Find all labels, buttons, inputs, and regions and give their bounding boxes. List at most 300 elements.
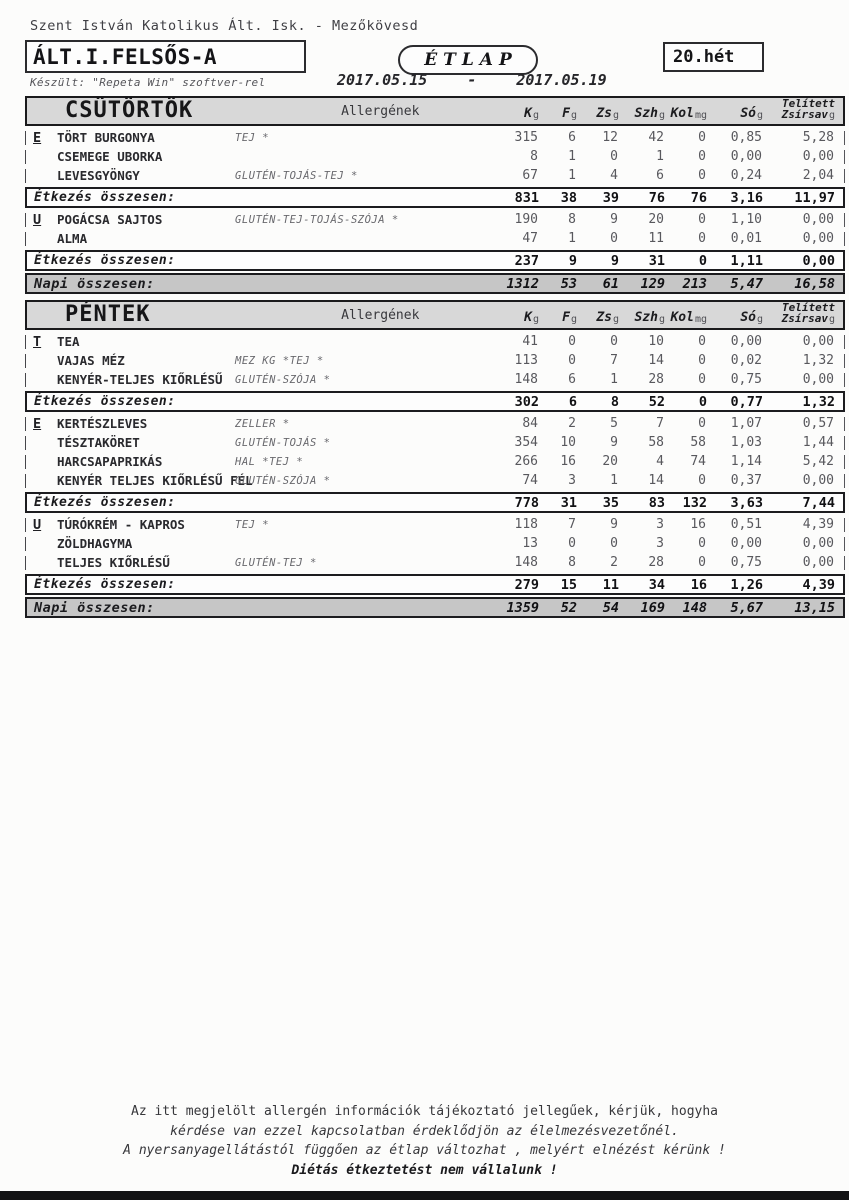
menu-item-row	[25, 351, 845, 370]
nutrient-value: 0,00	[802, 555, 834, 570]
nutrient-column-headers	[473, 302, 843, 328]
item-values	[472, 473, 842, 488]
nutrient-column-headers	[473, 98, 843, 124]
nutrient-value: 1,32	[802, 353, 834, 368]
item-values	[472, 517, 842, 532]
meal-total-row	[25, 391, 845, 412]
row-left-tick	[25, 455, 26, 469]
nutrient-value: 20	[648, 212, 664, 227]
row-right-tick	[844, 169, 845, 183]
nutrient-value: 148	[682, 599, 707, 616]
nutrient-value: 74	[690, 454, 706, 469]
day-section	[25, 300, 845, 618]
menu-item-row	[25, 471, 845, 490]
nutrient-value: 3	[568, 473, 576, 488]
nutrient-value: 1,10	[730, 212, 762, 227]
nutrient-value: 0,85	[730, 130, 762, 145]
nutrient-value: 13	[522, 536, 538, 551]
nutrient-value: 1	[568, 168, 576, 183]
nutrient-value: 354	[514, 435, 538, 450]
item-values	[472, 149, 842, 164]
item-allergens: GLUTÉN-TEJ-TOJÁS-SZÓJA *	[235, 213, 399, 226]
nutrient-value: 9	[610, 252, 619, 269]
nutrient-value: 237	[514, 252, 539, 269]
row-right-tick	[844, 455, 845, 469]
row-right-tick	[844, 232, 845, 246]
nutrient-value: 8	[568, 555, 576, 570]
nutrient-value: 5,28	[802, 130, 834, 145]
row-left-tick	[25, 150, 26, 164]
nutrient-value: 0	[568, 536, 576, 551]
nutrient-value: 74	[522, 473, 538, 488]
scan-edge-bar	[0, 1191, 849, 1200]
nutrient-value: 302	[514, 393, 539, 410]
menu-table	[25, 96, 845, 624]
nutrient-value: 0	[698, 555, 706, 570]
nutrient-value: 1	[568, 149, 576, 164]
nutrient-value: 0	[698, 473, 706, 488]
nutrient-value: 47	[522, 231, 538, 246]
nutrient-value: 8	[568, 212, 576, 227]
nutrient-value: 11	[602, 576, 619, 593]
nutrient-value: 0	[698, 212, 706, 227]
nutrient-value: 0	[568, 334, 576, 349]
nutrient-value: 20	[602, 454, 618, 469]
nutrient-value: 7	[610, 353, 618, 368]
nutrient-value: 39	[602, 189, 619, 206]
nutrient-value: 52	[560, 599, 577, 616]
meal-total-label: Étkezés összesen:	[34, 577, 176, 592]
item-allergens: GLUTÉN-TOJÁS *	[235, 436, 331, 449]
row-left-tick	[25, 436, 26, 450]
day-header	[25, 300, 845, 330]
item-name: TELJES KIŐRLÉSŰ	[57, 555, 170, 570]
nutrient-value: 1	[568, 231, 576, 246]
menu-item-row	[25, 414, 845, 433]
meal-code: E	[33, 129, 42, 146]
nutrient-value: 0,00	[802, 252, 835, 269]
nutrient-value: 11,97	[794, 189, 835, 206]
nutrient-value: 34	[648, 576, 665, 593]
meal-total-values	[473, 253, 843, 269]
nutrient-value: 83	[648, 494, 665, 511]
item-values	[472, 168, 842, 183]
meal-total-values	[473, 577, 843, 593]
nutrient-value: 31	[648, 252, 665, 269]
item-allergens: GLUTÉN-TOJÁS-TEJ *	[235, 169, 358, 182]
nutrient-value: 5	[610, 416, 618, 431]
row-left-tick	[25, 232, 26, 246]
row-right-tick	[844, 335, 845, 349]
row-right-tick	[844, 556, 845, 570]
nutrient-value: 0,75	[730, 372, 762, 387]
row-left-tick	[25, 169, 26, 183]
nutrient-value: 0	[698, 149, 706, 164]
nutrient-value: 14	[648, 353, 664, 368]
item-values	[472, 212, 842, 227]
footer-line-2: kérdése van ezzel kapcsolatban érdeklődjön az élelmezésvezetőnél.	[170, 1123, 679, 1139]
item-name: KENYÉR TELJES KIŐRLÉSŰ FÉL	[57, 473, 253, 488]
day-header	[25, 96, 845, 126]
item-values	[472, 231, 842, 246]
nutrient-value: 0	[698, 393, 707, 410]
menu-item-row	[25, 210, 845, 229]
nutrient-value: 1,14	[730, 454, 762, 469]
item-name: POGÁCSA SAJTOS	[57, 212, 163, 227]
nutrient-value: 0,00	[802, 536, 834, 551]
nutrient-value: 266	[514, 454, 538, 469]
nutrient-value: 38	[560, 189, 577, 206]
nutrient-value: 1312	[506, 275, 539, 292]
item-name: ALMA	[57, 231, 88, 246]
nutrient-value: 4	[656, 454, 664, 469]
meal-total-row	[25, 187, 845, 208]
day-total-row	[25, 273, 845, 294]
nutrient-value: 0	[610, 536, 618, 551]
nutrient-value: 35	[602, 494, 619, 511]
row-right-tick	[844, 537, 845, 551]
nutrient-value: 1,03	[730, 435, 762, 450]
nutrient-value: 11	[648, 231, 664, 246]
menu-item-row	[25, 433, 845, 452]
nutrient-column-header: Kol mg	[670, 106, 707, 121]
nutrient-value: 2	[610, 555, 618, 570]
meal-total-row	[25, 492, 845, 513]
nutrient-value: 129	[640, 275, 665, 292]
meal-total-label: Étkezés összesen:	[34, 394, 176, 409]
date-to: 2017.05.19	[516, 71, 607, 89]
meal-total-values	[473, 495, 843, 511]
item-allergens: TEJ *	[235, 518, 270, 531]
week-number: 20.hét	[673, 47, 735, 67]
nutrient-value: 1359	[506, 599, 539, 616]
row-left-tick	[25, 474, 26, 488]
item-allergens: HAL *TEJ *	[235, 455, 304, 468]
nutrient-value: 1,26	[730, 576, 763, 593]
nutrient-value: 6	[568, 372, 576, 387]
row-right-tick	[844, 518, 845, 532]
day-name: PÉNTEK	[65, 302, 151, 327]
item-allergens: GLUTÉN-SZÓJA *	[235, 373, 331, 386]
meal-total-label: Étkezés összesen:	[34, 253, 176, 268]
nutrient-value: 42	[648, 130, 664, 145]
nutrient-value: 0	[698, 130, 706, 145]
nutrient-value: 0,57	[802, 416, 834, 431]
nutrient-value: 0,00	[802, 212, 834, 227]
nutrient-value: 15	[560, 576, 577, 593]
nutrient-value: 8	[530, 149, 538, 164]
menu-item-row	[25, 229, 845, 248]
nutrient-value: 52	[648, 393, 665, 410]
day-total-row	[25, 597, 845, 618]
nutrient-value: 0	[698, 536, 706, 551]
nutrient-value: 113	[514, 353, 538, 368]
day-total-label: Napi összesen:	[34, 275, 155, 292]
item-allergens: GLUTÉN-SZÓJA *	[235, 474, 331, 487]
nutrient-value: 7,44	[802, 494, 835, 511]
nutrient-value: 3,63	[730, 494, 763, 511]
row-left-tick	[25, 354, 26, 368]
nutrient-value: 6	[568, 393, 577, 410]
nutrient-value: 0	[610, 334, 618, 349]
class-name: ÁLT.I.FELSŐS-A	[33, 44, 218, 69]
item-name: TÖRT BURGONYA	[57, 130, 155, 145]
nutrient-value: 0,00	[802, 473, 834, 488]
nutrient-value: 0,00	[730, 536, 762, 551]
nutrient-value: 0,00	[802, 231, 834, 246]
nutrient-value: 0,37	[730, 473, 762, 488]
nutrient-value: 54	[602, 599, 619, 616]
meal-code: U	[33, 211, 42, 228]
nutrient-value: 7	[656, 416, 664, 431]
nutrient-value: 0	[568, 353, 576, 368]
nutrient-value: 169	[640, 599, 665, 616]
nutrient-value: 0	[698, 416, 706, 431]
nutrient-value: 16	[690, 576, 707, 593]
nutrient-value: 6	[656, 168, 664, 183]
item-allergens: ZELLER *	[235, 417, 290, 430]
item-name: TÚRÓKRÉM - KAPROS	[57, 517, 185, 532]
nutrient-value: 1,44	[802, 435, 834, 450]
row-right-tick	[844, 131, 845, 145]
date-range	[337, 71, 607, 89]
menu-item-row	[25, 147, 845, 166]
menu-item-row	[25, 452, 845, 471]
item-values	[472, 334, 842, 349]
nutrient-value: 1	[610, 372, 618, 387]
menu-item-row	[25, 128, 845, 147]
menu-item-row	[25, 370, 845, 389]
nutrient-value: 0,00	[802, 372, 834, 387]
nutrient-value: 0	[698, 372, 706, 387]
nutrient-value: 8	[610, 393, 619, 410]
item-name: TEA	[57, 334, 80, 349]
item-values	[472, 416, 842, 431]
nutrient-column-header: Zs g	[596, 106, 619, 121]
nutrient-value: 13,15	[794, 599, 835, 616]
item-values	[472, 536, 842, 551]
date-separator: -	[467, 71, 477, 89]
item-name: CSEMEGE UBORKA	[57, 149, 163, 164]
nutrient-value: 5,42	[802, 454, 834, 469]
nutrient-column-header: Szh g	[634, 310, 665, 325]
meal-total-values	[473, 394, 843, 410]
nutrient-value: 148	[514, 372, 538, 387]
nutrient-value: 0,02	[730, 353, 762, 368]
nutrient-value: 41	[522, 334, 538, 349]
nutrient-value: 1,32	[802, 393, 835, 410]
row-right-tick	[844, 474, 845, 488]
item-values	[472, 353, 842, 368]
nutrient-value: 1,07	[730, 416, 762, 431]
nutrient-value: 315	[514, 130, 538, 145]
row-right-tick	[844, 354, 845, 368]
row-left-tick	[25, 335, 26, 349]
meal-total-values	[473, 190, 843, 206]
item-values	[472, 435, 842, 450]
allergen-column-header: Allergének	[341, 308, 420, 323]
meal-code: T	[33, 333, 42, 350]
day-total-values	[473, 600, 843, 616]
menu-item-row	[25, 553, 845, 572]
menu-item-row	[25, 515, 845, 534]
nutrient-column-header: K g	[524, 106, 539, 121]
nutrient-value: 9	[568, 252, 577, 269]
week-badge	[663, 42, 764, 72]
row-right-tick	[844, 150, 845, 164]
nutrient-value: 0,00	[730, 149, 762, 164]
row-left-tick	[25, 518, 26, 532]
nutrient-value: 9	[610, 212, 618, 227]
nutrient-value: 1	[656, 149, 664, 164]
item-name: KERTÉSZLEVES	[57, 416, 148, 431]
nutrient-value: 16,58	[794, 275, 835, 292]
date-from: 2017.05.15	[337, 71, 428, 89]
nutrient-value: 3,16	[730, 189, 763, 206]
meal-total-label: Étkezés összesen:	[34, 190, 176, 205]
meal-code: E	[33, 415, 42, 432]
nutrient-value: 213	[682, 275, 707, 292]
row-left-tick	[25, 537, 26, 551]
row-right-tick	[844, 213, 845, 227]
item-name: VAJAS MÉZ	[57, 353, 125, 368]
nutrient-column-header: Kol mg	[670, 310, 707, 325]
nutrient-value: 58	[648, 435, 664, 450]
nutrient-value: 0	[610, 149, 618, 164]
nutrient-column-header: F g	[562, 106, 577, 121]
nutrient-column-header: Szh g	[634, 106, 665, 121]
nutrient-value: 0,01	[730, 231, 762, 246]
nutrient-value: 0,00	[730, 334, 762, 349]
nutrient-value: 6	[568, 130, 576, 145]
nutrient-value: 76	[648, 189, 665, 206]
day-section	[25, 96, 845, 294]
nutrient-value: 831	[514, 189, 539, 206]
nutrient-value: 61	[602, 275, 619, 292]
nutrient-value: 14	[648, 473, 664, 488]
software-credit: Készült: "Repeta Win" szoftver-rel	[30, 76, 266, 89]
item-allergens: TEJ *	[235, 131, 270, 144]
nutrient-value: 10	[560, 435, 576, 450]
nutrient-value: 132	[682, 494, 707, 511]
footer-line-3: A nyersanyagellátástól függően az étlap változhat , melyért elnézést kérünk !	[123, 1143, 726, 1158]
nutrient-value: 0	[610, 231, 618, 246]
day-name: CSÜTÖRTÖK	[65, 98, 194, 123]
nutrient-value: 0,24	[730, 168, 762, 183]
item-name: LEVESGYÖNGY	[57, 168, 140, 183]
row-left-tick	[25, 373, 26, 387]
nutrient-value: 4,39	[802, 576, 835, 593]
item-values	[472, 454, 842, 469]
nutrient-value: 84	[522, 416, 538, 431]
nutrient-column-header: Zs g	[596, 310, 619, 325]
nutrient-value: 1,11	[730, 252, 763, 269]
nutrient-value: 5,47	[730, 275, 763, 292]
school-name: Szent István Katolikus Ált. Isk. - Mezőkövesd	[30, 18, 419, 34]
nutrient-value: 0	[698, 231, 706, 246]
nutrient-value: 76	[690, 189, 707, 206]
nutrient-value: 67	[522, 168, 538, 183]
nutrient-value: 1	[610, 473, 618, 488]
nutrient-value: 53	[560, 275, 577, 292]
nutrient-column-header: Só g	[740, 310, 763, 325]
row-left-tick	[25, 417, 26, 431]
nutrient-value: 7	[568, 517, 576, 532]
day-total-values	[473, 276, 843, 292]
nutrient-column-header: Telített Zsírsavg	[781, 97, 835, 121]
nutrient-value: 2,04	[802, 168, 834, 183]
allergen-column-header: Allergének	[341, 104, 420, 119]
menu-item-row	[25, 332, 845, 351]
item-values	[472, 130, 842, 145]
nutrient-value: 31	[560, 494, 577, 511]
nutrient-value: 10	[648, 334, 664, 349]
menu-item-row	[25, 534, 845, 553]
item-values	[472, 555, 842, 570]
nutrient-value: 0	[698, 168, 706, 183]
nutrient-value: 28	[648, 372, 664, 387]
item-allergens: MEZ KG *TEJ *	[235, 354, 324, 367]
nutrient-value: 148	[514, 555, 538, 570]
nutrient-value: 0	[698, 353, 706, 368]
nutrient-value: 0	[698, 334, 706, 349]
row-right-tick	[844, 373, 845, 387]
footer-note	[0, 1102, 849, 1180]
nutrient-column-header: F g	[562, 310, 577, 325]
nutrient-value: 58	[690, 435, 706, 450]
class-name-box	[25, 40, 306, 73]
nutrient-value: 0	[698, 252, 707, 269]
menu-item-row	[25, 166, 845, 185]
item-name: ZÖLDHAGYMA	[57, 536, 133, 551]
item-values	[472, 372, 842, 387]
row-left-tick	[25, 556, 26, 570]
nutrient-value: 0,00	[802, 334, 834, 349]
nutrient-value: 16	[560, 454, 576, 469]
nutrient-value: 16	[690, 517, 706, 532]
item-allergens: GLUTÉN-TEJ *	[235, 556, 317, 569]
nutrient-value: 9	[610, 517, 618, 532]
nutrient-column-header: Só g	[740, 106, 763, 121]
row-right-tick	[844, 436, 845, 450]
meal-total-row	[25, 574, 845, 595]
nutrient-value: 0,75	[730, 555, 762, 570]
nutrient-value: 4,39	[802, 517, 834, 532]
nutrient-value: 2	[568, 416, 576, 431]
nutrient-value: 0,51	[730, 517, 762, 532]
item-name: TÉSZTAKÖRET	[57, 435, 140, 450]
row-right-tick	[844, 417, 845, 431]
nutrient-value: 9	[610, 435, 618, 450]
item-name: HARCSAPAPRIKÁS	[57, 454, 163, 469]
item-name: KENYÉR-TELJES KIŐRLÉSŰ	[57, 372, 223, 387]
nutrient-value: 279	[514, 576, 539, 593]
row-left-tick	[25, 131, 26, 145]
nutrient-value: 0,77	[730, 393, 763, 410]
meal-code: U	[33, 516, 42, 533]
nutrient-value: 0,00	[802, 149, 834, 164]
row-left-tick	[25, 213, 26, 227]
footer-line-1: Az itt megjelölt allergén információk tájékoztató jellegűek, kérjük, hogyha	[131, 1104, 718, 1119]
footer-line-4: Diétás étkeztetést nem vállalunk !	[291, 1162, 558, 1178]
nutrient-value: 3	[656, 536, 664, 551]
nutrient-value: 5,67	[730, 599, 763, 616]
day-total-label: Napi összesen:	[34, 599, 155, 616]
meal-total-row	[25, 250, 845, 271]
nutrient-value: 190	[514, 212, 538, 227]
nutrient-column-header: Telített Zsírsavg	[781, 301, 835, 325]
nutrient-value: 12	[602, 130, 618, 145]
